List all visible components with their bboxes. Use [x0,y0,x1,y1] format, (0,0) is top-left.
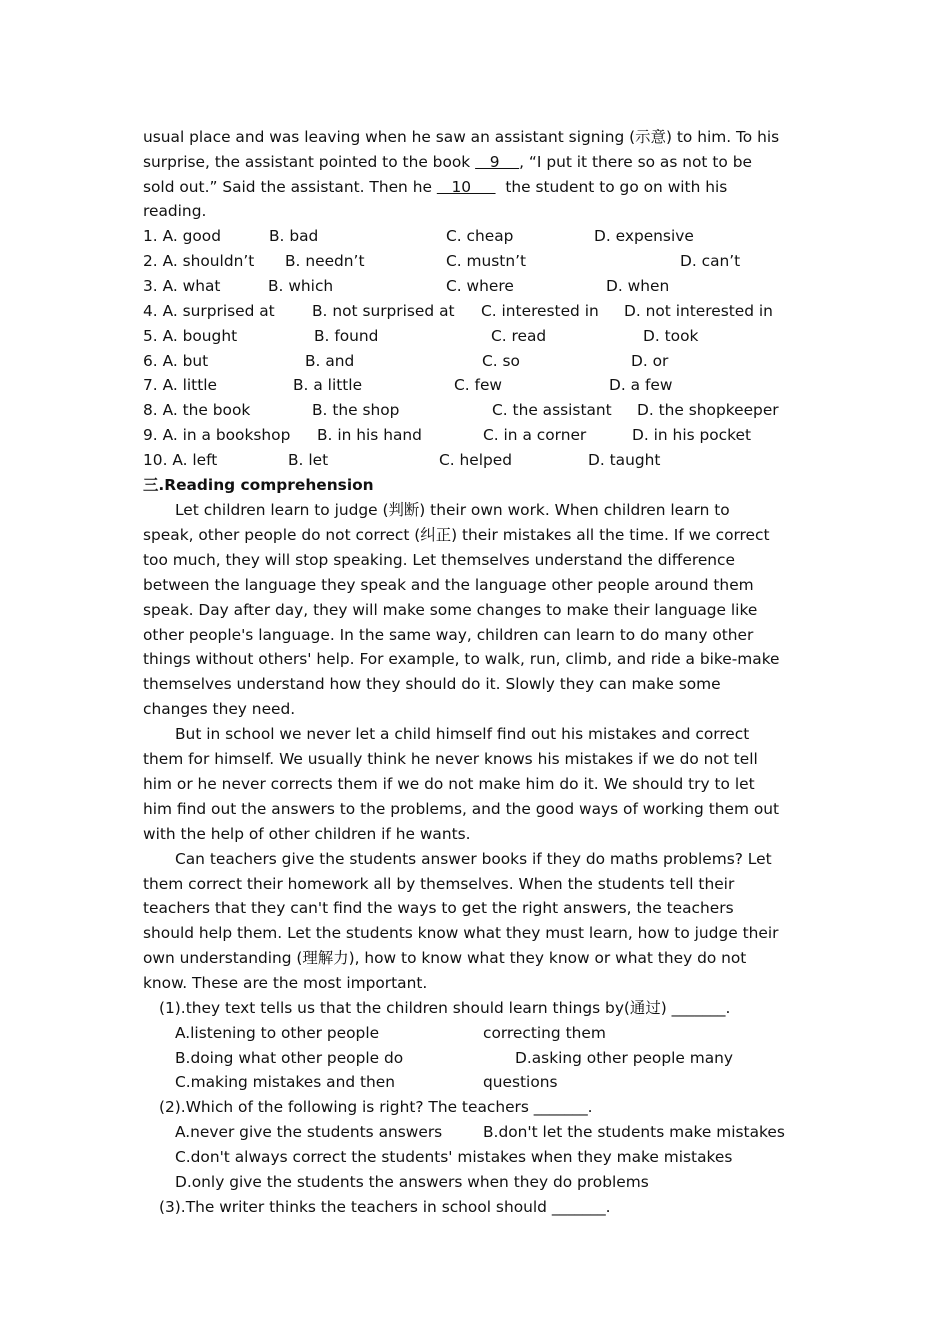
text-segment: , “I put it there so as not to be [519,153,752,171]
passage-line: But in school we never let a child himself find out his mistakes and correct [175,725,750,744]
text-line: reading. [143,202,207,220]
cloze-option: D. in his pocket [632,426,752,445]
passage-line: them for himself. We usually think he never knows his mistakes if we do not tell [143,750,758,768]
cloze-option: D. expensive [594,227,694,245]
passage-line: them correct their homework all by themselves. When the students tell their [143,874,735,893]
text-segment: sold out.” Said the assistant. Then he [143,178,437,196]
text-segment: the student to go on with his [495,178,728,196]
cloze-option: B. found [314,326,379,345]
passage-line: own understanding (理解力), how to know what they know or what they do not [143,949,747,968]
text-line [143,177,727,197]
cloze-option: B. in his hand [317,426,422,445]
option-2c: C.don't always correct the students' mistakes when they make mistakes [175,1148,733,1166]
option-1b: B.doing what other people do [175,1049,404,1067]
cloze-option: D. a few [609,376,673,395]
cloze-option: 2. A. shouldn’t [143,251,255,270]
passage-line: Let children learn to judge (判断) their own work. When children learn to [175,501,730,519]
cloze-option: C. mustn’t [446,251,527,270]
cloze-option: D. can’t [680,251,741,270]
passage-line: changes they need. [143,700,296,719]
cloze-option: C. read [491,326,547,345]
question-2: (2).Which of the following is right? The teachers _______. [159,1098,593,1116]
cloze-option: B. the shop [312,401,400,420]
cloze-option: 1. A. good [143,227,221,245]
option-2b: B.don't let the students make mistakes [483,1123,785,1141]
option-2a: A.never give the students answers [175,1123,443,1141]
passage-line: things without others' help. For example, to walk, run, climb, and ride a bike-make [143,650,780,669]
cloze-option: B. a little [293,376,363,395]
option-1a: A.listening to other people [175,1024,380,1042]
cloze-option: 4. A. surprised at [143,301,275,320]
cloze-option: 6. A. but [143,351,209,370]
cloze-option: B. let [288,451,329,470]
cloze-option: D. not interested in [624,301,773,320]
cloze-option: C. interested in [481,301,599,320]
cloze-option: 8. A. the book [143,401,251,420]
cloze-option: 9. A. in a bookshop [143,426,291,445]
cloze-option: 10. A. left [143,451,218,470]
cloze-option: D. or [631,351,669,370]
cloze-option: C. so [482,351,520,370]
cloze-option: B. bad [269,227,319,245]
passage-line: between the language they speak and the language other people around them [143,575,754,594]
passage-line: other people's language. In the same way, children can learn to do many other [143,625,754,644]
cloze-option: D. took [643,326,699,345]
text-segment: surprise, the assistant pointed to the book [143,153,476,171]
passage-line: themselves understand how they should do it. Slowly they can make some [143,675,721,694]
cloze-option: B. needn’t [285,251,365,270]
option-2d: D.only give the students the answers when they do problems [175,1173,649,1191]
cloze-option: 7. A. little [143,376,217,395]
cloze-option: C. where [446,276,514,295]
passage-line: speak, other people do not correct (纠正) their mistakes all the time. If we correct [143,525,770,544]
cloze-option: C. cheap [446,227,514,245]
cloze-option: D. when [606,276,670,295]
cloze-option: C. few [454,376,503,395]
passage-line: him or he never corrects them if we do not make him do it. We should try to let [143,774,755,793]
cloze-option: C. the assistant [492,401,612,420]
cloze-option: C. helped [439,451,513,470]
passage-line: Can teachers give the students answer books if they do maths problems? Let [175,849,772,868]
text-line: usual place and was leaving when he saw an assistant signing (示意) to him. To his [143,128,780,146]
cloze-option: B. which [268,276,334,295]
passage-line: too much, they will stop speaking. Let themselves understand the difference [143,550,735,569]
passage-line: know. These are the most important. [143,974,428,993]
text-line [143,152,752,172]
cloze-option: 5. A. bought [143,326,238,345]
cloze-option: B. and [305,351,355,370]
section-title-text: 三.Reading comprehension [143,476,374,494]
section-title [143,475,374,495]
question-3: (3).The writer thinks the teachers in school should _______. [159,1198,611,1216]
cloze-option: D. taught [588,451,661,470]
passage-line: speak. Day after day, they will make some changes to make their language like [143,600,758,619]
passage-line: should help them. Let the students know what they must learn, how to judge their [143,924,779,943]
cloze-option: 3. A. what [143,276,221,295]
passage-line: him find out the answers to the problems, and the good ways of working them out [143,799,780,818]
blank-10: 10 [436,178,496,196]
option-1c-continued: correcting them [483,1024,606,1042]
cloze-option: D. the shopkeeper [637,401,779,420]
blank-9: 9 [475,153,520,171]
option-1d-continued: questions [483,1073,558,1091]
question-1: (1).they text tells us that the children should learn things by(通过) _______. [159,999,731,1017]
passage-line: teachers that they can't find the ways to get the right answers, the teachers [143,899,734,918]
cloze-option: B. not surprised at [312,301,455,320]
cloze-option: C. in a corner [483,426,587,445]
passage-line: with the help of other children if he wants. [143,824,471,843]
option-1d: D.asking other people many [515,1049,734,1067]
option-1c: C.making mistakes and then [175,1073,396,1091]
